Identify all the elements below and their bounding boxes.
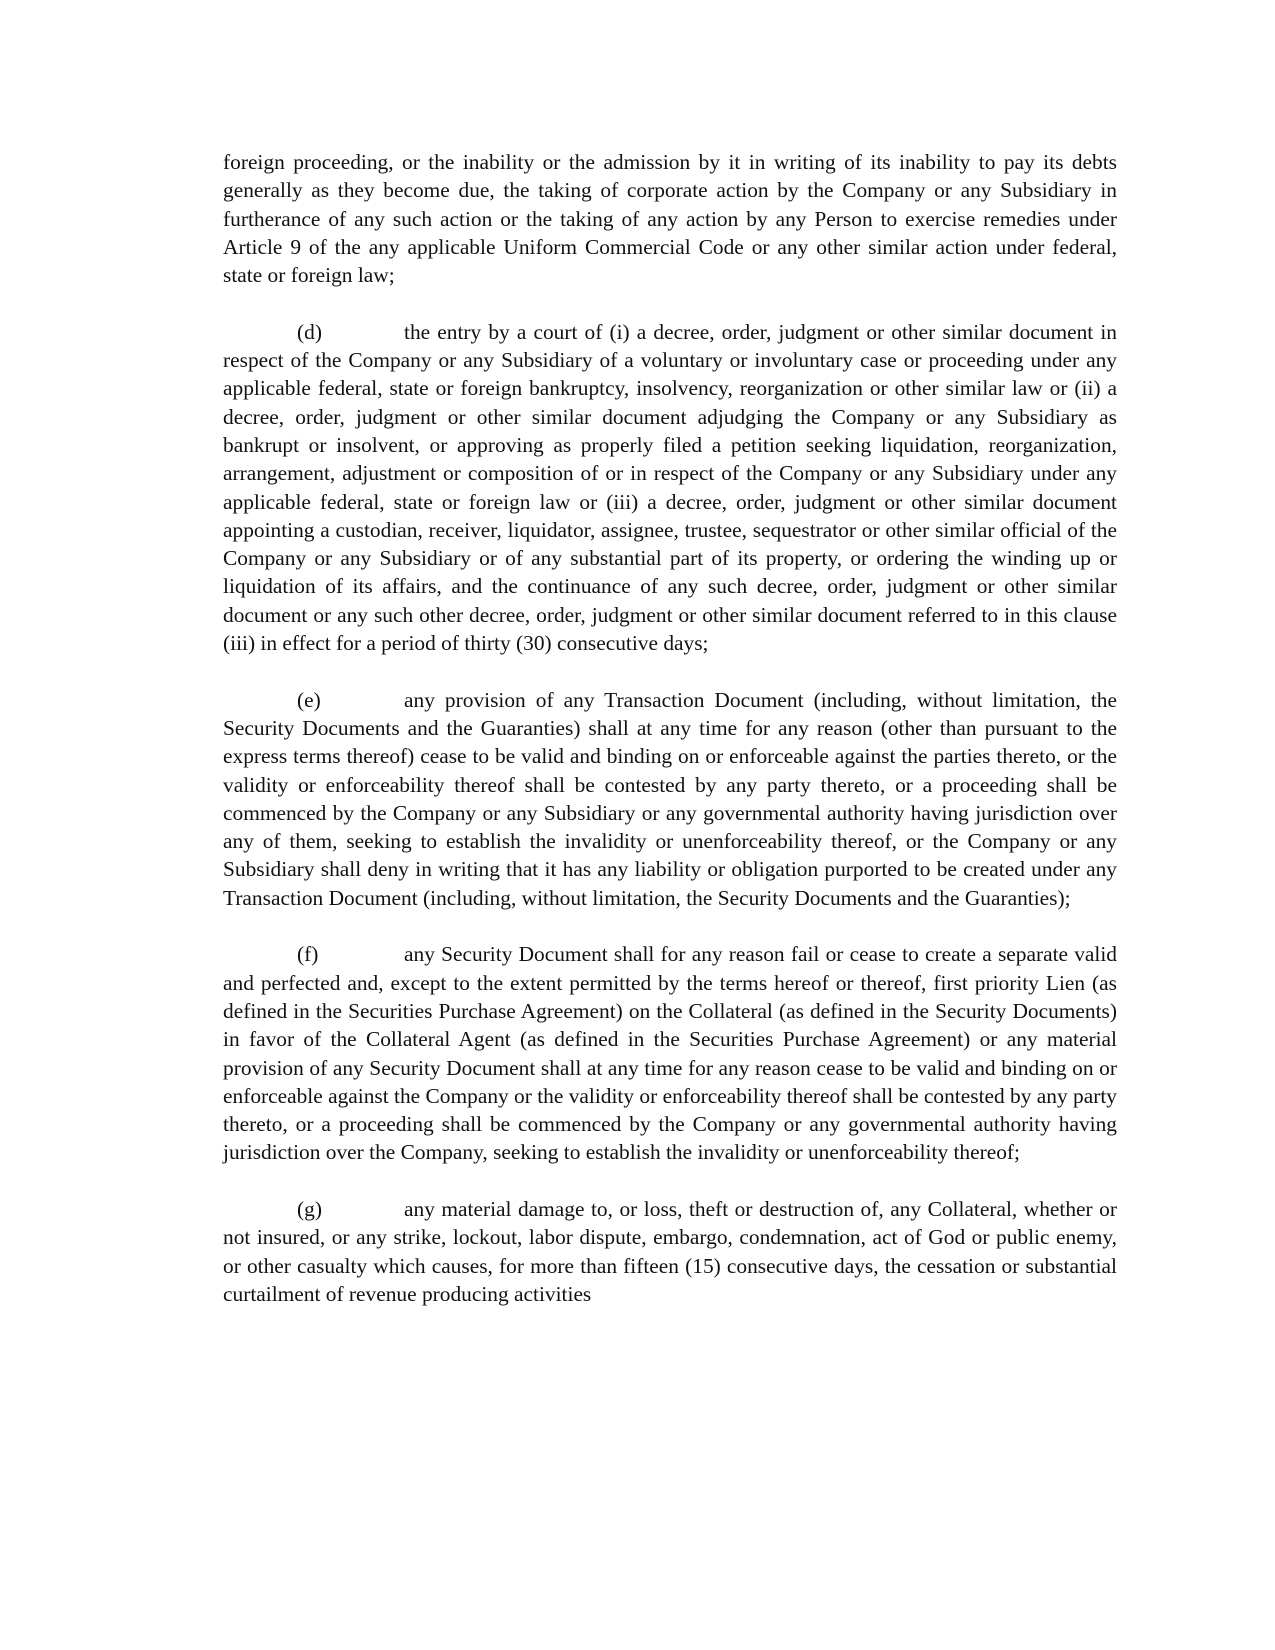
- clause-g-paragraph: [223, 1195, 1117, 1308]
- clause-g-label: (g): [297, 1196, 322, 1221]
- clause-d-text: the entry by a court of (i) a decree, order, judgment or other similar document in respect of the Company or any Subsidiary of a voluntary or involuntary case or proceeding under any applicable federal, state or foreign bankruptcy, insolvency, reorganization or other similar law or (ii) a decree, order, judgment or other similar document adjudging the Company or any Subsidiary as bankrupt or insolvent, or approving as properly filed a petition seeking liquidation, reorganization, arrangement, adjustment or composition of or in respect of the Company or any Subsidiary under any applicable federal, state or foreign law or (iii) a decree, order, judgment or other similar document appointing a custodian, receiver, liquidator, assignee, trustee, sequestrator or other similar official of the Company or any Subsidiary or of any substantial part of its property, or ordering the winding up or liquidation of its affairs, and the continuance of any such decree, order, judgment or other similar document or any such other decree, order, judgment or other similar document referred to in this clause (iii) in effect for a period of thirty (30) consecutive days;: [223, 319, 1117, 656]
- clause-e-label: (e): [297, 687, 321, 712]
- clause-e-text: any provision of any Transaction Document (including, without limitation, the Security Documents and the Guaranties) shall at any time for any reason (other than pursuant to the express terms thereof) cease to be valid and binding on or enforceable against the parties thereto, or the validity or enforceability thereof shall be contested by any party thereto, or a proceeding shall be commenced by the Company or any Subsidiary or any governmental authority having jurisdiction over any of them, seeking to establish the invalidity or unenforceability thereof, or the Company or any Subsidiary shall deny in writing that it has any liability or obligation purported to be created under any Transaction Document (including, without limitation, the Security Documents and the Guaranties);: [223, 687, 1117, 910]
- clause-e-paragraph: [223, 686, 1117, 912]
- continuation-paragraph: foreign proceeding, or the inability or the admission by it in writing of its inability to pay its debts generally as they become due, the taking of corporate action by the Company or any Subsidiary in furtherance of any such action or the taking of any action by any Person to exercise remedies under Article 9 of the any applicable Uniform Commercial Code or any other similar action under federal, state or foreign law;: [223, 150, 1117, 288]
- document-body: [223, 148, 1117, 1336]
- clause-f-paragraph: [223, 940, 1117, 1166]
- clause-g-text: any material damage to, or loss, theft or destruction of, any Collateral, whether or not insured, or any strike, lockout, labor dispute, embargo, condemnation, act of God or public enemy, or other casualty which causes, for more than fifteen (15) consecutive days, the cessation or substantial curtailment of revenue producing activities: [223, 1196, 1117, 1306]
- clause-f-text: any Security Document shall for any reason fail or cease to create a separate valid and perfected and, except to the extent permitted by the terms hereof or thereof, first priority Lien (as defined in the Securities Purchase Agreement) on the Collateral (as defined in the Security Documents) in favor of the Collateral Agent (as defined in the Securities Purchase Agreement) or any material provision of any Security Document shall at any time for any reason cease to be valid and binding on or enforceable against the Company or the validity or enforceability thereof shall be contested by any party thereto, or a proceeding shall be commenced by the Company or any governmental authority having jurisdiction over the Company, seeking to establish the invalidity or unenforceability thereof;: [223, 942, 1117, 1165]
- clause-d-paragraph: [223, 318, 1117, 658]
- clause-f-label: (f): [297, 942, 319, 967]
- clause-d-label: (d): [297, 319, 322, 344]
